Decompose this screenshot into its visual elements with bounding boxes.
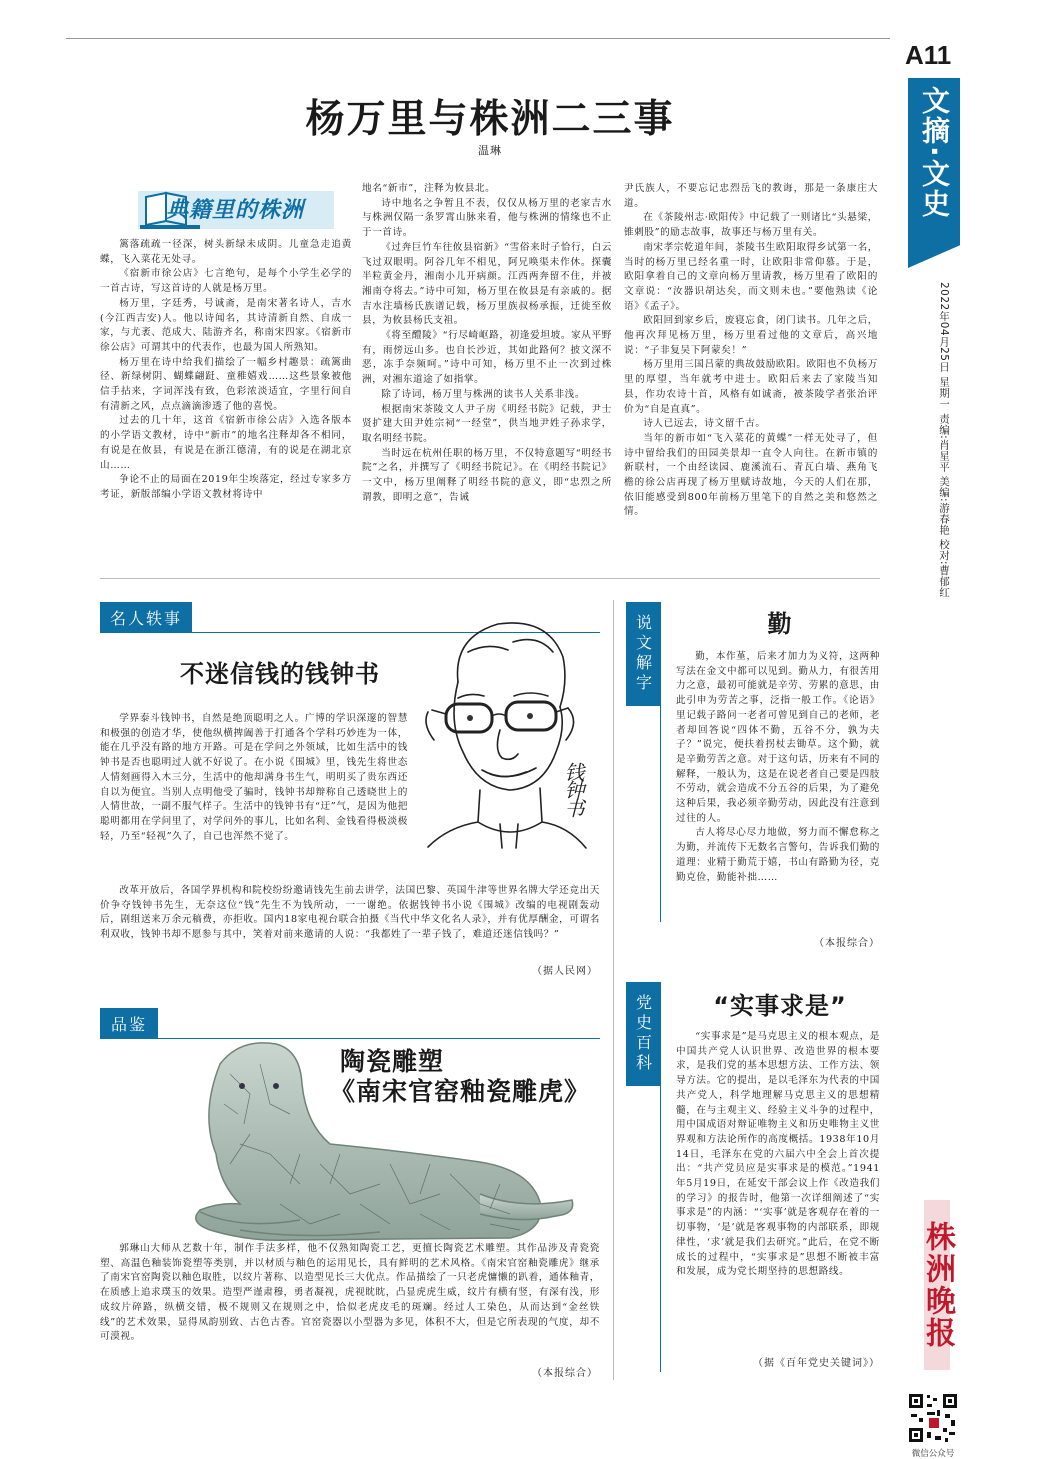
paragraph: 郭琳山大师从艺数十年，制作手法多样，他不仅熟知陶瓷工艺，更擅长陶瓷艺术雕塑。其作品涉及青瓷瓷塑、高温色釉装饰瓷塑等类别，并以材质与釉色的运用见长，具有鲜明的艺术风格。《南宋官窑釉瓷雕虎》继承了南宋官窑陶瓷以釉色取胜，以纹片著称、以造型见长三大优点。作品描绘了一只老虎慵懒的趴着，通体釉青，在质感上追求璞玉的效果。造型严谨肃穆，勇者凝视，虎视眈眈，凸显虎虎生威，纹片有横有竖，有深有浅，形成纹片碎路，纵横交错，极不规则又在规则之中，恰似老虎皮毛的斑斓。经过人工染色，从而达到“金丝铁线”的艺术效果，显得凤韵别致、古色古香。官窑瓷器以小型器为多见，体积不大，但是它所表现的气度，却不可漠视。 — [100, 1243, 600, 1343]
paragraph: 除了诗词，杨万里与株洲的读书人关系非浅。 — [381, 388, 586, 400]
logo-text: 株洲晚报 — [920, 1221, 955, 1349]
paragraph: 篱落疏疏一径深，树头新绿未成阴。儿童急走追黄蝶，飞入菜花无处寻。 — [100, 239, 352, 265]
article-column-1 — [100, 238, 352, 568]
section-tag-party-history: 党史百科 — [626, 982, 660, 1086]
party-body — [676, 1030, 880, 1352]
qian-zhongshu-sketch — [418, 612, 590, 852]
celebrity-title: 不迷信钱的钱钟书 — [180, 660, 380, 688]
party-source: （据《百年党史关键词》） — [753, 1358, 880, 1369]
section-divider — [100, 578, 880, 579]
paragraph: 地名“新市”，注释为攸县北。 — [362, 183, 496, 194]
party-title: “实事求是” — [713, 992, 847, 1020]
article-column-3 — [624, 182, 878, 568]
paragraph: 勤，本作堇，后来才加力为义符，这两种写法在金文中都可以见到。勤从力，有很苦用力之意，最初可能就是辛劳、劳累的意思，由此引申为劳苦之事，泛指一般工作。《论语》里记载子路问一老者可曾见到自己的老师，老者却回答说“四体不勤，五谷不分，孰为夫子？”说完，便扶着拐杖去锄草。这个勤，就是辛勤劳苦之意。对于这句话，历来有不同的解释，一般认为，这是在说老者自己要是四肢不劳动，就会造成不分五谷的后果，为了避免这种后果，我必须辛勤劳动，因此没有注意到过往的人。 — [676, 651, 880, 824]
section-tag-celebrity: 名人轶事 — [100, 602, 192, 632]
paragraph: 杨万里在诗中给我们描绘了一幅乡村趣景：疏篱曲径、新绿树阴、蝴蝶翩跹、童稚嬉戏……这些景象被他信手拈来，字词浑浅有致，色彩浓淡适宜，字里行间自有清新之风，点点滴滴渗透了他的喜悦。 — [100, 356, 352, 412]
column-banner-text: 典籍里的株洲 — [166, 198, 305, 223]
sketch-signature: 钱钟书 — [561, 762, 585, 816]
newspaper-logo — [912, 1200, 962, 1370]
paragraph: 当年的新市如“飞入菜花的黄蝶”一样无处寻了，但诗中留给我们的田园美景却一直令人向往。在新市镇的新联村，一个由经读园、鹿溪流石、青瓦白墙、燕角飞檐的徐公店再现了杨万里赋诗故地，今天的人们在那，依旧能感受到800年前杨万里笔下的自然之美和悠然之情。 — [624, 432, 878, 518]
shuowen-source: （本报综合） — [814, 938, 880, 949]
column-divider — [613, 600, 614, 1380]
paragraph: 争论不止的局面在2019年尘埃落定，经过专家多方考证，新版部编小学语文教材将诗中 — [100, 474, 352, 500]
appreciation-title-line2: 《南宋官窑釉瓷雕虎》 — [330, 1077, 591, 1106]
dateline: 2022年04月25日 星期一 责编:肖星平 美编:游春艳 校对:曹郁红 — [938, 282, 950, 598]
qr-code — [907, 1392, 959, 1444]
paragraph: 南宋孝宗乾道年间，茶陵书生欧阳取得乡试第一名，当时的杨万里已经名重一时，让欧阳非常仰慕。于是，欧阳拿着自己的文章向杨万里请教，杨万里看了欧阳的文章说：“汝器识胡达矣，而文则未也。”要他熟读《论语》《孟子》。 — [624, 241, 878, 312]
shuowen-body — [676, 650, 880, 930]
article-author: 温琳 — [478, 144, 502, 157]
qr-caption: 微信公众号 — [911, 1449, 955, 1459]
paragraph: 《宿新市徐公店》七言绝句，是每个小学生必学的一首古诗，写这首诗的人就是杨万里。 — [100, 268, 352, 295]
section-tag-appreciation: 品鉴 — [100, 1008, 158, 1038]
celebrity-source: （据人民网） — [532, 966, 598, 977]
paragraph: 改革开放后，各国学界机构和院校纷纷邀请钱先生前去讲学，法国巴黎、英国牛津等世界名牌大学还竞出天价争夺钱钟书先生，无奈这位“钱”先生不为钱所动，一一谢绝。依据钱钟书小说《围城》改编的电视剧轰动后，剧组送来万余元稿费，亦拒收。国内18家电视台联合拍摄《当代中华文化名人录》，并有优厚酬金，可谓名利双收，钱钟书却不愿参与其中，笑着对前来邀请的人说：“我都姓了一辈子钱了，难道还迷信钱吗？” — [100, 885, 600, 941]
celebrity-body-wide — [100, 884, 600, 974]
paragraph: 《将至醴陵》“行尽崎岖路，初逢爱坦坡。家从平野有，雨傍远山多。也自长沙近，其如此路何？披文深不恶，冻手奈频呵。”诗中可知，杨万里不止一次到过株洲，对湘东道途了如指掌。 — [362, 330, 612, 386]
paragraph: 诗人已远去，诗文留千古。 — [643, 418, 766, 430]
section-tag-shuowen: 说文解字 — [626, 602, 660, 706]
paragraph: 《过奔巨竹车往攸县宿新》“雪俗来时子恰行，白云飞过双眼明。阿谷几年不相见，阿兄唤渠未作休。探囊半粒黄金丹，湘南小儿开病颜。江西两奔留不住，并被湘南夺将去。”诗中可知，杨万里在攸县是有亲戚的。据吉水注墙杨氏族谱记载，杨万里族叔杨承振，迁徙至攸县，为攸县杨氏支祖。 — [362, 241, 612, 327]
paragraph: 杨万里，字廷秀，号诚斋，是南宋著名诗人，吉水(今江西吉安)人。他以诗闻名，其诗清新自然、自成一家，与尤袤、范成大、陆游齐名，称南宋四家。《宿新市徐公店》可谓其中的代表作，也最为国人所熟知。 — [100, 297, 352, 353]
portrait-sketch-icon — [418, 612, 590, 852]
paragraph: “实事求是”是马克思主义的根本观点，是中国共产党人认识世界、改造世界的根本要求，是我们党的基本思想方法、工作方法、领导方法。它的提出，是以毛泽东为代表的中国共产党人，科学地理解马克思主义的思想精髓，在与主观主义、经验主义斗争的过程中，用中国成语对辩证唯物主义和历史唯物主义世界观和方法论所作的高度概括。1938年10月14日，毛泽东在党的六届六中全会上首次提出：“共产党员应是实事求是的模范。”1941年5月19日，在延安干部会议上作《改造我们的学习》的报告时，他第一次详细阐述了“实事求是”的内涵：“‘实事’就是客观存在着的一切事物，‘是’就是客观事物的内部联系，即规律性，‘求’就是我们去研究。”此后，在党不断成长的过程中，“实事求是”思想不断被丰富和发展，成为党长期坚持的思想路线。 — [676, 1031, 880, 1278]
paragraph: 古人将尽心尽力地做，努力而不懈怠称之为勤，并流传下无数名言警句，告诉我们勤的道理：业精于勤荒于嬉，书山有路勤为径，克勤克俭，勤能补拙…… — [676, 827, 880, 883]
qr-code-icon — [907, 1392, 959, 1444]
paragraph: 诗中地名之争暂且不表，仅仅从杨万里的老家吉水与株洲仅隔一条罗霄山脉来看，他与株洲的情缘也不止于一首诗。 — [362, 197, 612, 239]
paragraph: 尹氏族人，不要忘记忠烈岳飞的教诲，那是一条康庄大道。 — [624, 183, 878, 209]
top-rule — [66, 38, 890, 39]
article-title: 杨万里与株洲二三事 — [305, 96, 675, 142]
appreciation-source: （本报综合） — [532, 1368, 598, 1379]
paragraph: 当时远在杭州任职的杨万里，不仅特意题写“明经书院”之名，并撰写了《明经书院记》。在《明经书院记》一文中，杨万里阐释了明经书院的意义，即“忠烈之所谓教，即明之意”，告诫 — [362, 447, 612, 503]
article-column-2 — [362, 182, 612, 568]
tag-sideline — [660, 982, 661, 1372]
paragraph: 在《茶陵州志·欧阳传》中记载了一则诸比“头悬梁，锥刺股”的励志故事，故事还与杨万里有关。 — [624, 212, 878, 239]
column-banner — [136, 183, 336, 233]
paragraph: 杨万里用三国吕蒙的典故鼓励欧阳。欧阳也不负杨万里的厚望，当年就考中进士。欧阳后来去了家陵当知县，作功农诗十首，风格有如诚斋，被茶陵学者张治评价为“自是直真”。 — [624, 359, 878, 415]
tag-sideline — [660, 602, 661, 922]
appreciation-body — [100, 1242, 600, 1362]
shuowen-title: 勤 — [767, 610, 793, 638]
appreciation-title-line1: 陶瓷雕塑 — [340, 1047, 445, 1076]
page-number: A11 — [905, 40, 952, 70]
section-name: 文摘·文史 — [918, 86, 951, 219]
celebrity-body-narrow — [100, 712, 408, 884]
paragraph: 根据南宋茶陵文人尹子房《明经书院》记载，尹士贤扩建大田尹姓宗祠“一经堂”，供当地尹姓子孙求学，取名明经书院。 — [362, 403, 612, 444]
paragraph: 学界泰斗钱钟书，自然是绝顶聪明之人。广博的学识深邃的智慧和极强的创造才华，使他纵横捭阖善于打通各个学科巧妙连为一体，能在几乎没有路的地方开路。可是在学问之外领域，比如生活中的钱钟书是否也聪明过人就不好说了。在小说《围城》里，钱先生将世态人情刻画得入木三分，生活中的他却满身书生气，明明买了贵东西还自以为便宜。当别人点明他受了骗时，钱钟书却辩称自己透晓世上的人情世故，一副不服气样子。生活中的钱钟书有“迂”气，是因为他把聪明都用在学问里了，对学问外的事儿，比如名利、金钱看得极淡极轻，乃至“轻视”久了，自己也浑然不觉了。 — [100, 713, 408, 842]
paragraph: 欧阳回到家乡后，废寝忘食，闭门读书。几年之后，他再次拜见杨万里，杨万里看过他的文章后，高兴地说：“子非复吴下阿蒙矣！” — [624, 315, 878, 356]
paragraph: 过去的几十年，这首《宿新市徐公店》入选各版本的小学语文教材，诗中“新市”的地名注释却各不相同，有说是在攸县，有说是在浙江德清，有的说是在湖北京山…… — [100, 415, 352, 471]
